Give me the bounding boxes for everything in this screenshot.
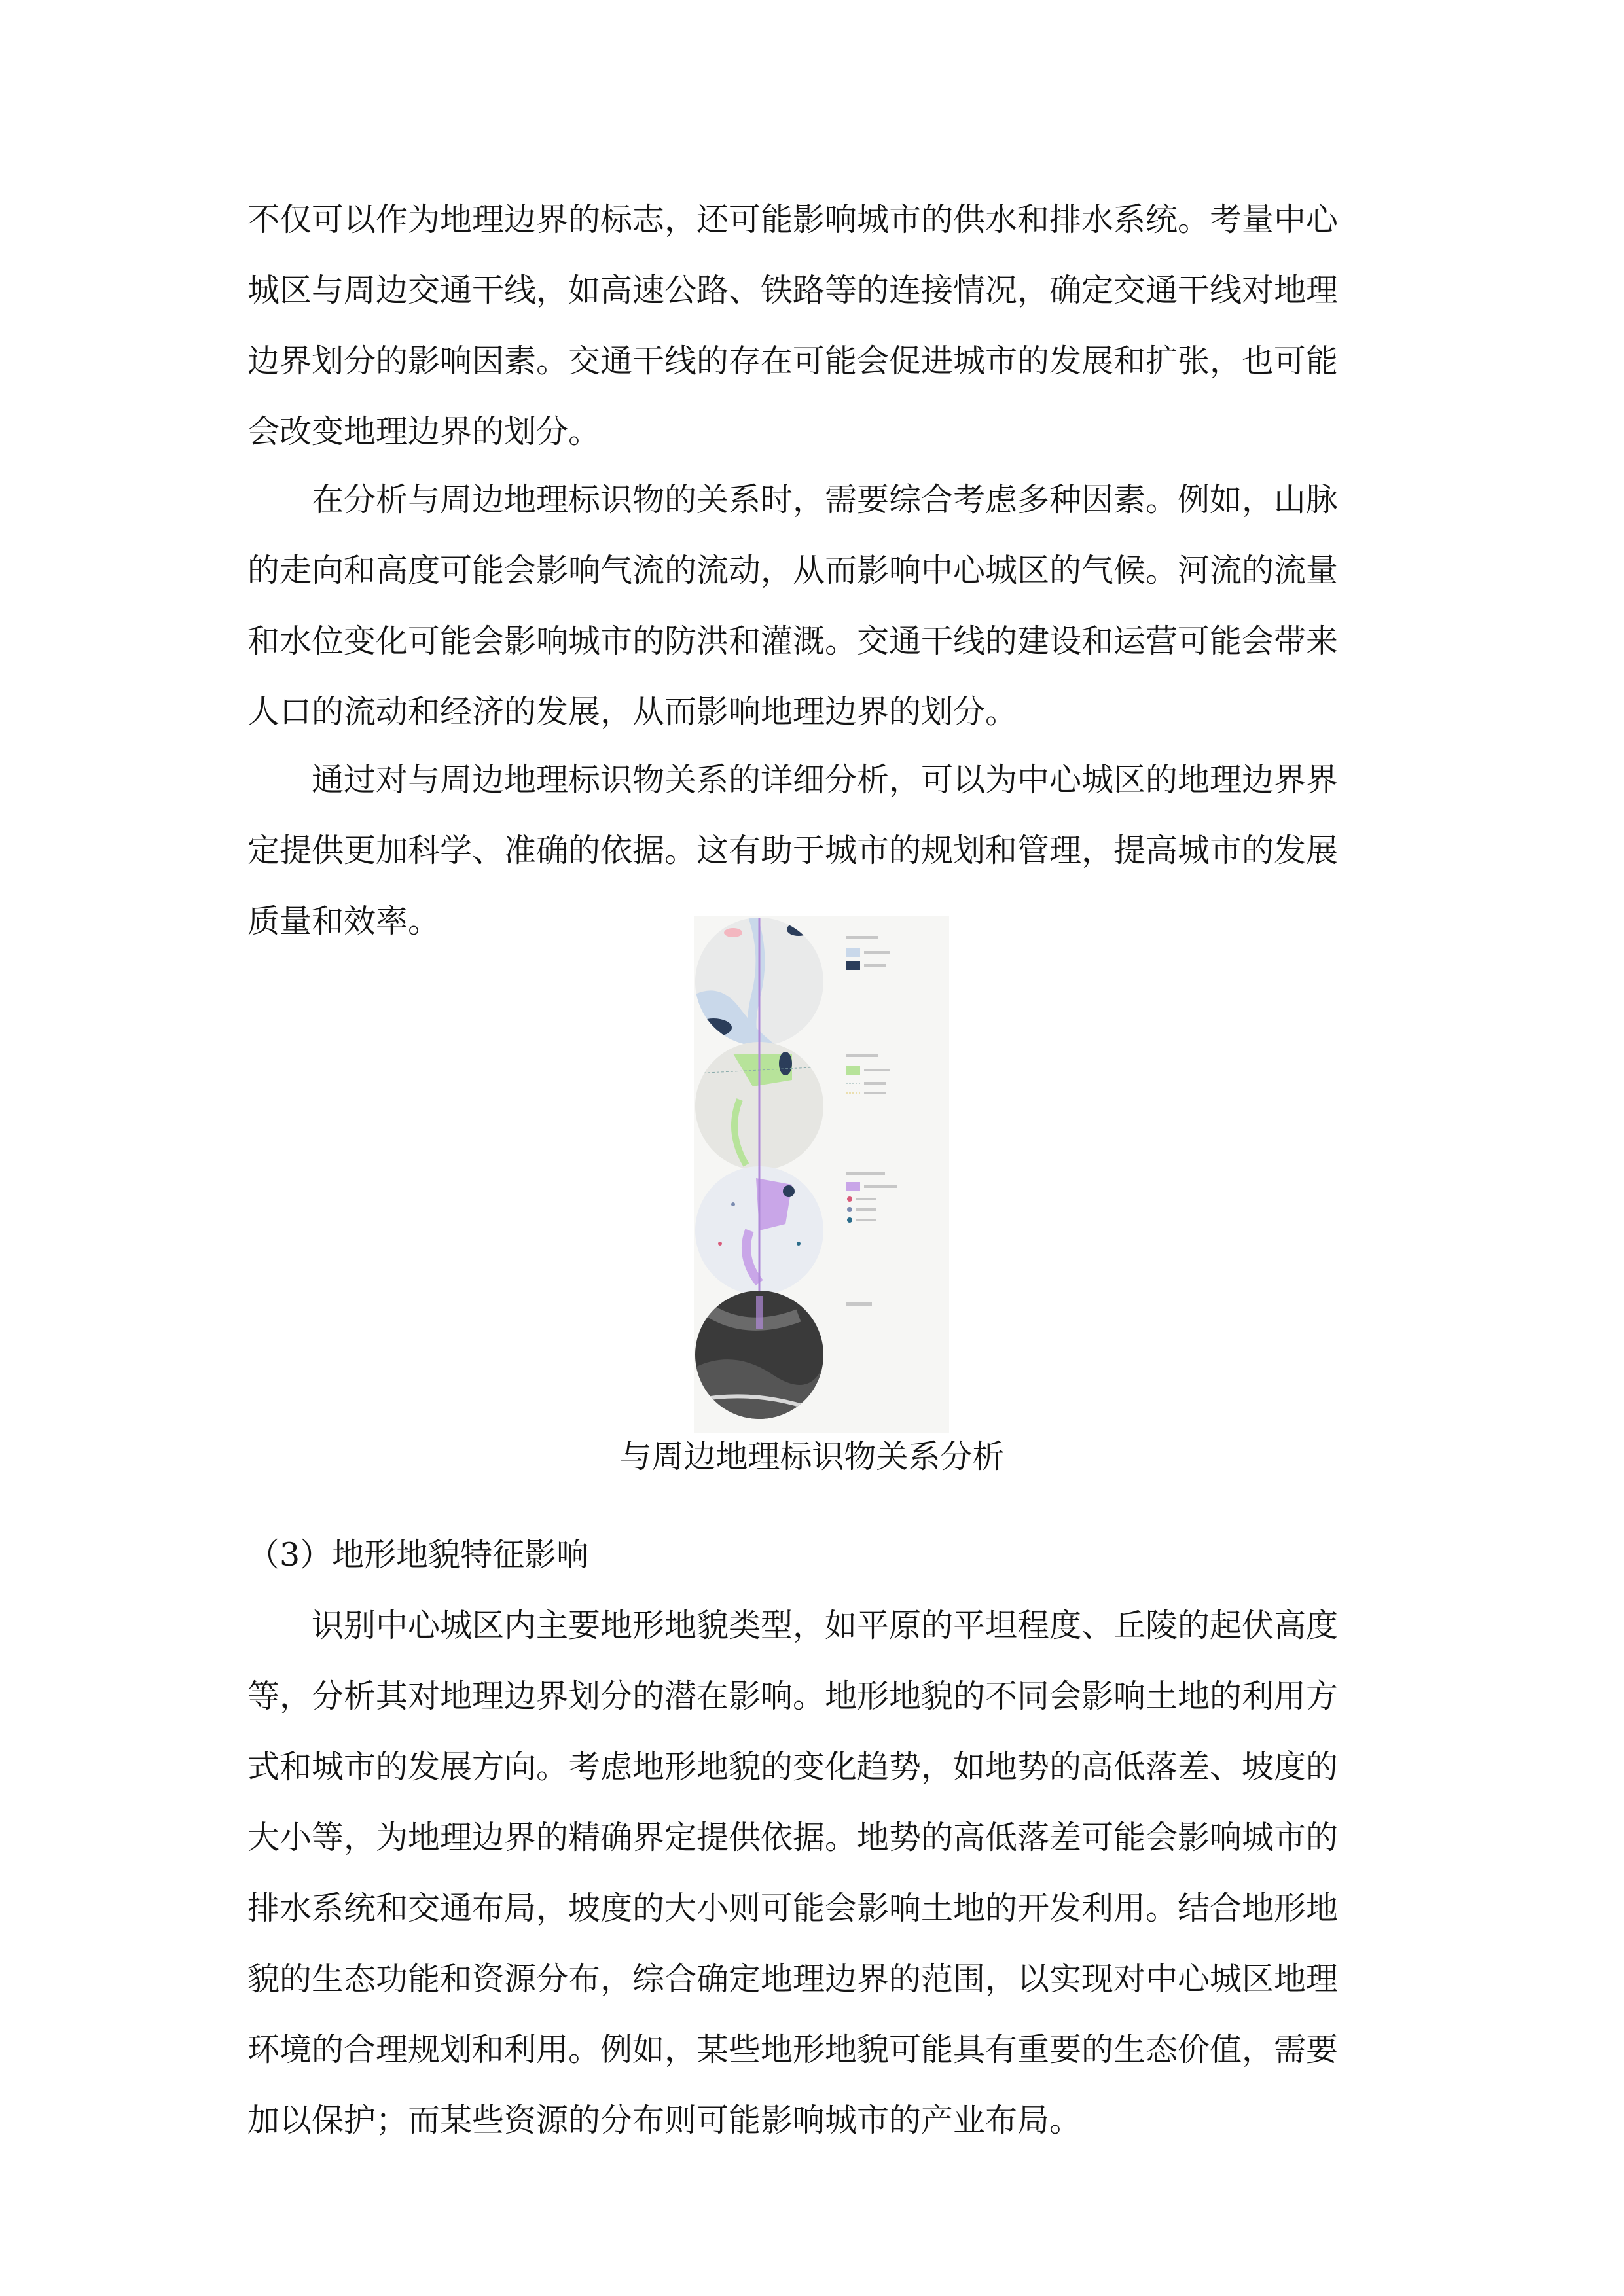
text-line: 定提供更加科学、准确的依据。这有助于城市的规划和管理，提高城市的发展 <box>247 832 1339 869</box>
text-line: 的走向和高度可能会影响气流的流动，从而影响中心城区的气候。河流的流量 <box>247 552 1339 589</box>
text-line: 排水系统和交通布局，坡度的大小则可能会影响土地的开发利用。结合地形地 <box>247 1890 1339 1927</box>
figure-caption: 与周边地理标识物关系分析 <box>619 1438 1005 1475</box>
text-line: 貌的生态功能和资源分布，综合确定地理边界的范围，以实现对中心城区地理 <box>247 1960 1339 1998</box>
map-circle-water <box>694 916 825 1047</box>
text-line: 人口的流动和经济的发展，从而影响地理边界的划分。 <box>247 693 1018 730</box>
text-line: 在分析与周边地理标识物的关系时，需要综合考虑多种因素。例如，山脉 <box>312 481 1339 518</box>
legend-4 <box>846 1302 872 1306</box>
text-line: 加以保护；而某些资源的分布则可能影响城市的产业布局。 <box>247 2102 1082 2139</box>
section-heading: （3）地形地貌特征影响 <box>247 1536 589 1573</box>
legend-2 <box>846 1054 890 1094</box>
map-circle-satellite <box>694 1289 825 1420</box>
paragraph-1 <box>247 185 1385 467</box>
map-circle-green <box>694 1041 825 1172</box>
text-line: 识别中心城区内主要地形地貌类型，如平原的平坦程度、丘陵的起伏高度 <box>312 1607 1339 1644</box>
map-illustration <box>694 916 949 1433</box>
paragraph-2 <box>247 465 1385 747</box>
text-line: 大小等，为地理边界的精确界定提供依据。地势的高低落差可能会影响城市的 <box>247 1819 1339 1856</box>
legend-3 <box>846 1172 897 1223</box>
text-line: 不仅可以作为地理边界的标志，还可能影响城市的供水和排水系统。考量中心 <box>247 201 1339 238</box>
text-line: 环境的合理规划和利用。例如，某些地形地貌可能具有重要的生态价值，需要 <box>247 2031 1339 2068</box>
text-line: 会改变地理边界的划分。 <box>247 413 601 450</box>
paragraph-4 <box>247 1590 1385 2156</box>
text-line: 质量和效率。 <box>247 903 441 940</box>
text-line: 式和城市的发展方向。考虑地形地貌的变化趋势，如地势的高低落差、坡度的 <box>247 1748 1339 1785</box>
figure-map-analysis <box>694 916 949 1433</box>
text-line: 和水位变化可能会影响城市的防洪和灌溉。交通干线的建设和运营可能会带来 <box>247 622 1339 660</box>
text-line: 通过对与周边地理标识物关系的详细分析，可以为中心城区的地理边界界 <box>312 761 1339 798</box>
legend-1 <box>846 936 890 970</box>
map-circle-industry <box>694 1165 825 1296</box>
text-line: 城区与周边交通干线，如高速公路、铁路等的连接情况，确定交通干线对地理 <box>247 272 1339 309</box>
text-line: 边界划分的影响因素。交通干线的存在可能会促进城市的发展和扩张，也可能 <box>247 342 1339 380</box>
text-line: 等，分析其对地理边界划分的潜在影响。地形地貌的不同会影响土地的利用方 <box>247 1677 1339 1715</box>
